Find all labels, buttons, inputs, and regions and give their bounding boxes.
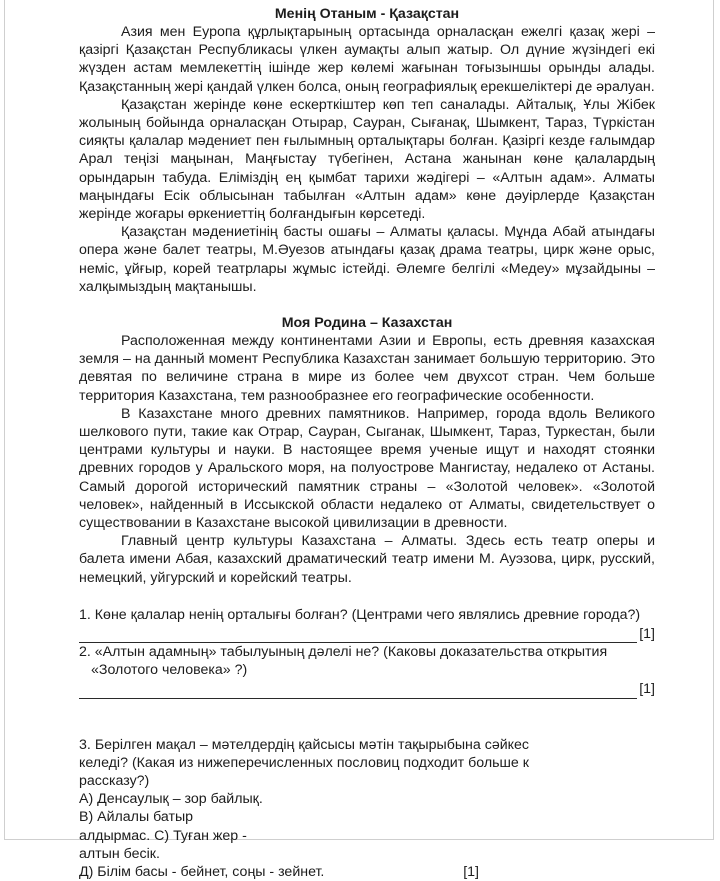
questions-section xyxy=(79,606,655,881)
question-2-number: 2. xyxy=(79,644,91,660)
paragraph-kz-3: Қазақстан мәдениетінің басты ошағы – Алматы қаласы. Мұнда Абай атындағы опера және балет театры, М.Әуезов атындағы қазақ драма театры, цирк және орыс, неміс, ұйғыр, корей театрлары жұмыс істейді. Әлемге белгілі «Медеу» мұзайдыны – халқымыздың мақтанышы. xyxy=(79,223,655,296)
question-2-mark: [1] xyxy=(639,680,655,698)
question-2 xyxy=(79,643,655,698)
question-1 xyxy=(79,606,655,643)
option-b-c-line[interactable]: алдырмас. С) Туған жер - xyxy=(79,827,529,845)
question-1-answer-input[interactable] xyxy=(79,627,637,642)
question-2-answer-input[interactable] xyxy=(79,683,637,698)
option-b[interactable]: В) Айлалы батыр xyxy=(79,808,529,826)
section-title-kazakh: Менің Отаным - Қазақстан xyxy=(79,5,655,23)
question-1-number: 1. xyxy=(79,607,91,623)
question-2-text xyxy=(79,643,655,661)
paragraph-ru-3: Главный центр культуры Казахстана – Алматы. Здесь есть театр оперы и балета имени Абая, казахский драматический театр имени М. Ауэзова, цирк, русский, немецкий, уйгурский и корейский театры. xyxy=(79,532,655,587)
paragraph-kz-2: Қазақстан жерінде көне ескерткіштер көп теп саналады. Айталық, Ұлы Жібек жолының бойында орналасқан Отырар, Сауран, Сығанақ, Шымкент, Тараз, Түркістан сияқты қалалар мәдениет пен ғылымның орталықтары болған. Қазіргі кезде ғалымдар Арал теңізі маңынан, Маңғыстау түбегінен, Астана жанынан көне қалалардың орындарын табуда. Еліміздің ең қымбат тарихи жәдігері – «Алтын адам». Алматы маңындағы Есік облысынан табылған «Алтын адам» көне дәуірлерде Қазақстан жерінде жоғары өркениеттің болғандығын көрсетеді. xyxy=(79,96,655,223)
question-3-text xyxy=(79,736,529,791)
paragraph-kz-1: Азия мен Еуропа құрлықтарының ортасында орналасқан ежелгі қазақ жері – қазіргі Қазақстан Республикасы үлкен аумақты алып жатыр. Ол дүние жүзіндегі екі жүзден астам мемлекеттің ішінде жер көлемі жағынан тоғызыншы орынды алады. Қазақстанның жері қандай үлкен болса, оның географиялық ерекшеліктері де әралуан. xyxy=(79,23,655,96)
option-d[interactable]: Д) Білім басы - бейнет, соңы - зейнет. xyxy=(79,863,324,881)
question-3-prompt: Берілген мақал – мәтелдердің қайсысы мәтін тақырыбына сәйкес келеді? (Какая из нижеперечисленных пословиц подходит больше к рассказу?) xyxy=(79,737,529,789)
paragraph-ru-1: Расположенная между континентами Азии и Европы, есть древняя казахская земля – на данный момент Республика Казахстан занимает большую территорию. Это девятая по величине страна в мире из более чем двухсот стран. Чем больше территория Казахстана, тем разнообразнее его географические особенности. xyxy=(79,332,655,405)
question-1-text xyxy=(79,606,655,624)
option-c[interactable]: алтын бесік. xyxy=(79,845,529,863)
question-1-mark: [1] xyxy=(639,625,655,643)
question-3-number: 3. xyxy=(79,737,91,753)
section-kazakh xyxy=(79,5,655,296)
question-2-prompt: «Алтын адамның» табылуының дәлелі не? (Каковы доказательства открытия xyxy=(95,644,607,660)
question-3 xyxy=(79,736,529,881)
section-russian xyxy=(79,314,655,587)
option-a[interactable]: А) Денсаулық – зор байлық. xyxy=(79,790,529,808)
question-2-answer-line xyxy=(79,682,637,699)
paragraph-ru-2: В Казахстане много древних памятников. Например, города вдоль Великого шелкового пути, такие как Отрар, Сауран, Сыганак, Шымкент, Тараз, Туркестан, были центрами культуры и науки. В настоящее время ученые ищут и находят стоянки древних городов у Аральского моря, на полуострове Мангистау, недалеко от Астаны. Самый дорогой исторический памятник страны – «Золотой человек». «Золотой человек», найденный в Иссыкской области недалеко от Алматы, свидетельствует о существовании в Казахстане высокой цивилизации в древности. xyxy=(79,405,655,532)
question-1-answer-line xyxy=(79,626,637,643)
option-d-row xyxy=(79,863,479,881)
question-1-prompt: Көне қалалар ненің орталығы болған? (Центрами чего являлись древние города?) xyxy=(95,607,640,623)
document-page xyxy=(4,0,714,840)
question-2-prompt-continued: «Золотого человека» ?) xyxy=(79,661,655,679)
question-1-answer-row xyxy=(79,624,655,643)
section-title-russian: Моя Родина – Казахстан xyxy=(79,314,655,332)
document-content xyxy=(79,5,655,881)
question-2-answer-row xyxy=(79,680,655,699)
question-3-mark: [1] xyxy=(463,863,479,881)
